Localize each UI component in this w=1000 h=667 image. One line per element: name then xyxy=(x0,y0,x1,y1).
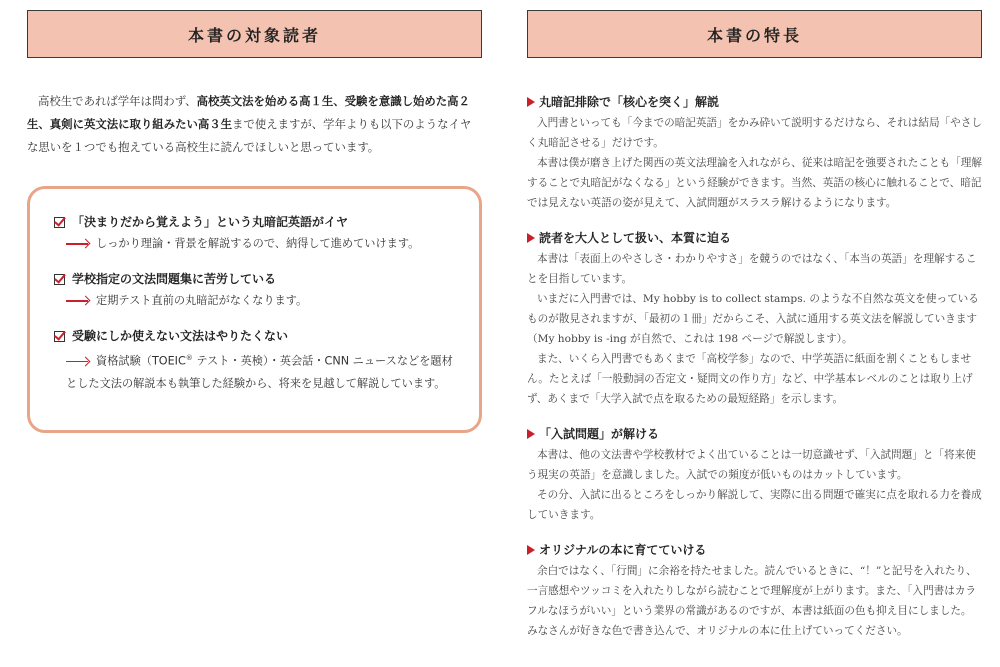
concern-item xyxy=(54,211,457,255)
concern-item xyxy=(54,325,457,395)
feature-paragraph: 入門書といっても「今までの暗記英語」をかみ砕いて説明するだけなら、それは結局「やさしく丸暗記させる」だけです。 xyxy=(527,117,982,149)
features-header xyxy=(527,10,982,58)
arrow-right-icon xyxy=(66,358,90,366)
concern-title-text: 「決まりだから覚えよう」という丸暗記英語がイヤ xyxy=(72,215,349,229)
feature-title-text: 読者を大人として扱い、本質に迫る xyxy=(539,231,732,245)
feature-paragraph: 本書は僕が磨き上げた関西の英文法理論を入れながら、従来は暗記を強要されたことも「理解することで丸暗記がなくなる」という経験ができます。当然、英語の核心に触れることで、暗記では見えない英語の姿が見えて、入試問題がスラスラ解けるようになります。 xyxy=(527,157,982,209)
concern-body-text: 資格試験（TOEIC xyxy=(96,354,186,368)
feature-item xyxy=(527,91,982,213)
feature-item xyxy=(527,539,982,641)
feature-title xyxy=(527,539,982,561)
target-readers-header xyxy=(27,10,482,58)
concern-body xyxy=(54,233,457,255)
concern-body xyxy=(54,347,457,395)
left-column xyxy=(27,10,482,433)
feature-title xyxy=(527,91,982,113)
arrow-right-icon xyxy=(66,240,90,248)
feature-body xyxy=(527,445,982,525)
concern-body-text-cont: テスト・英検）・英会話・CNN ニュースなどを題材とした文法の解説本も執筆した経験から、将来を見越して解説しています。 xyxy=(66,354,453,390)
feature-title xyxy=(527,227,982,249)
concern-title-text: 受験にしか使えない文法はやりたくない xyxy=(72,329,289,343)
feature-paragraph: また、いくら入門書でもあくまで「高校学参」なので、中学英語に紙面を割くこともしません。たとえば「一般動詞の否定文・疑問文の作り方」など、中学基本レベルのことは取り上げず、あくまで「大学入試で点を取るための最短経路」を示します。 xyxy=(527,353,973,405)
intro-text-2: まで使えますが、学年よりも以下のようなイヤな思いを１つでも抱えている高校生に読んでほしいと思っています。 xyxy=(27,117,472,154)
concern-body-text: 定期テスト直前の丸暗記がなくなります。 xyxy=(96,294,308,307)
concern-title xyxy=(54,211,457,233)
target-readers-title: 本書の対象読者 xyxy=(187,25,321,45)
registered-mark: ® xyxy=(185,354,193,362)
feature-body xyxy=(527,113,982,213)
feature-body xyxy=(527,561,982,641)
features-list xyxy=(527,91,982,641)
feature-paragraph: 本書は、他の文法書や学校教材でよく出ていることは一切意識せず、「入試問題」と「将来使う現実の英語」を意識しました。入試での頻度が低いものはカットしています。 xyxy=(527,449,976,481)
concern-title-text: 学校指定の文法問題集に苦労している xyxy=(72,272,277,286)
concern-title xyxy=(54,325,457,347)
triangle-bullet-icon xyxy=(527,233,535,243)
arrow-right-icon xyxy=(66,297,90,305)
feature-title-text: 丸暗記排除で「核心を突く」解説 xyxy=(539,95,720,109)
checkbox-checked-icon xyxy=(54,217,65,228)
concern-title xyxy=(54,268,457,290)
right-column xyxy=(527,10,982,655)
intro-bold-text: 高校英文法を始める高１生、受験を意識し始めた高２生、真剣に英文法に取り組みたい高３生 xyxy=(27,94,470,131)
features-title: 本書の特長 xyxy=(706,25,802,45)
feature-title xyxy=(527,423,982,445)
checkbox-checked-icon xyxy=(54,274,65,285)
feature-paragraph: 本書は「表面上のやさしさ・わかりやすさ」を競うのではなく、「本当の英語」を理解することを目指しています。 xyxy=(527,253,977,285)
feature-item xyxy=(527,423,982,525)
feature-paragraph: いまだに入門書では、My hobby is to collect stamps. のような不自然な英文を使っているものが散見されますが、「最初の１冊」だからこそ、入試に通用する英文法を解説していきます（My hobby is -ing が自然で、これは 198 ページで解説します）。 xyxy=(527,293,979,345)
triangle-bullet-icon xyxy=(527,545,535,555)
intro-text-1: 高校生であれば学年は問わず、 xyxy=(38,94,197,108)
triangle-bullet-icon xyxy=(527,429,535,439)
feature-title-text: 「入試問題」が解ける xyxy=(539,427,660,441)
feature-paragraph: 余白ではなく、「行間」に余裕を持たせました。読んでいるときに、“！”と記号を入れたり、一言感想やツッコミを入れたりしながら読むことで理解度が上がります。また、「入門書はカラフルなほうがいい」という業界の常識があるのですが、本書は紙面の色も抑え目にしました。みなさんが好きな色で書き込んで、オリジナルの本に仕上げていってください。 xyxy=(527,565,977,637)
triangle-bullet-icon xyxy=(527,97,535,107)
feature-body xyxy=(527,249,982,409)
concerns-box xyxy=(27,186,482,433)
checkbox-checked-icon xyxy=(54,331,65,342)
feature-title-text: オリジナルの本に育てていける xyxy=(539,543,707,557)
concern-item xyxy=(54,268,457,312)
concern-body-text: しっかり理論・背景を解説するので、納得して進めていけます。 xyxy=(96,237,420,250)
feature-item xyxy=(527,227,982,409)
concern-body xyxy=(54,290,457,312)
intro-paragraph xyxy=(27,90,482,159)
feature-paragraph: その分、入試に出るところをしっかり解説して、実際に出る問題で確実に点を取れる力を養成していきます。 xyxy=(527,489,982,521)
